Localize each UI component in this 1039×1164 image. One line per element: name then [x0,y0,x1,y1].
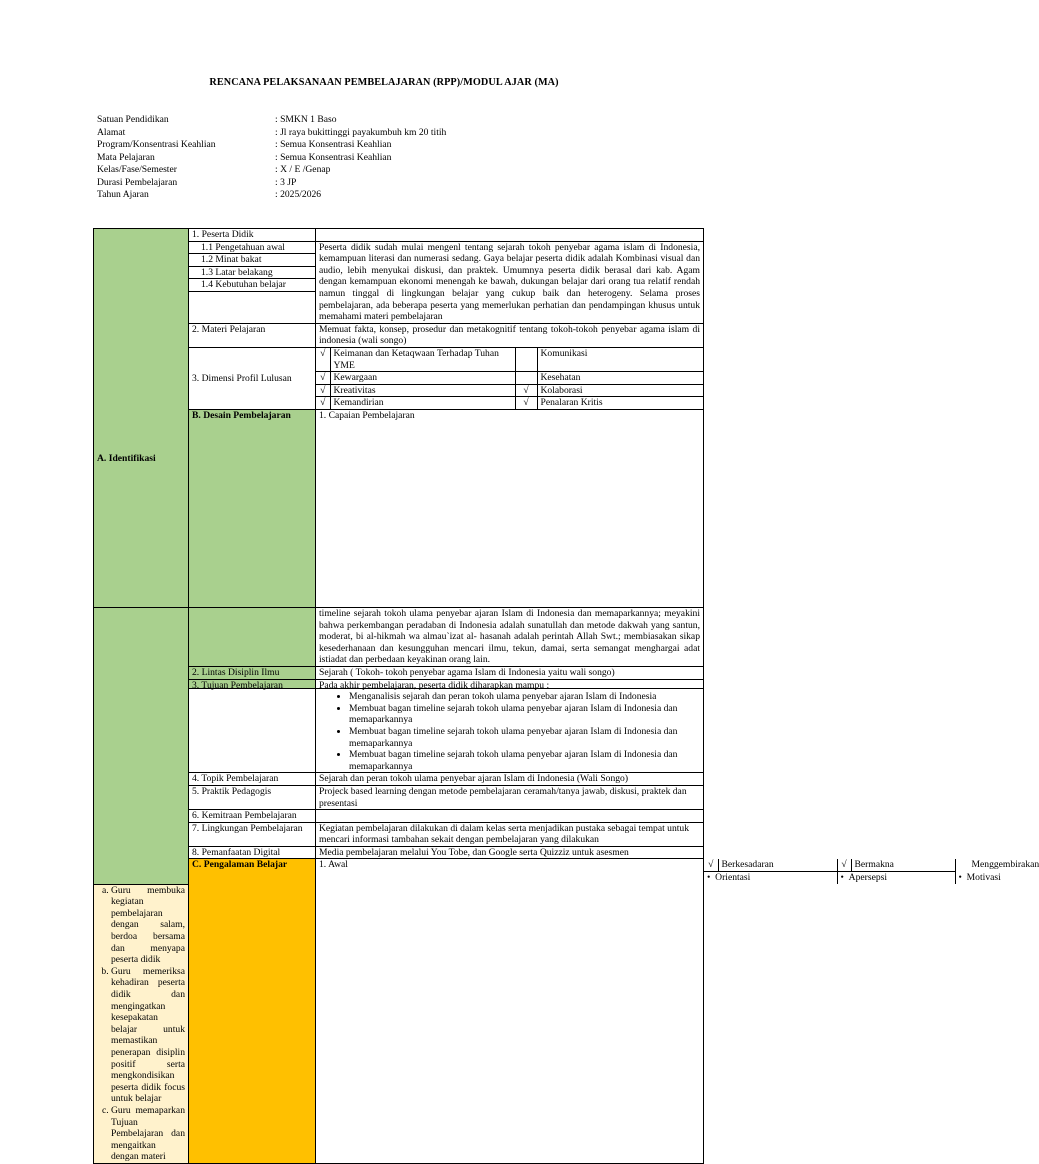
awal-steps [97,885,185,1163]
identity-block [97,114,657,202]
list-item: a. Guru membuka kegiatan pembelajaran dengan salam, berdoa bersama dan menyapa peserta didik [111,885,185,966]
lingkungan-label: 7. Lingkungan Pembelajaran [189,822,316,846]
check-mark: √ [837,859,851,871]
check-mark: √ [316,348,330,372]
sub-latar-belakang: 1.3 Latar belakang [189,267,315,280]
peserta-didik-label: 1. Peserta Didik [189,229,315,242]
prinsip-item: Berkesadaran [718,859,837,871]
info-row [97,177,657,190]
info-key: Kelas/Fase/Semester [97,164,177,175]
peserta-didik-text: Peserta didik sudah mulai mengenl tentang sejarah tokoh penyebar agama islam di Indonesia, kemampuan literasi dan numerasi sedang. Gaya belajar peserta didik adalah Kombinasi visual dan audio, lebih menyukai diskusi, dan praktek. Umumnya peserta didik berasal dari kab. Agam dengan kemampuan ekonomi menengah ke bawah, dukungan belajar dari orang tua relatif rendah namun tinggal di lingkungan belajar yang cukup baik dan heterogeny. Selama proses pembelajaran, ada beberapa peserta yang memerlukan perhatian dan pendampingan khusus untuk memahami materi pembelajaran [319,241,700,323]
list-item: c. Guru memaparkan Tujuan Pembelajaran dan mengaitkan dengan materi [111,1105,185,1163]
dimensi-item: Penalaran Kritis [537,397,703,409]
lintas-label: 2. Lintas Disiplin Ilmu [189,666,316,679]
section-b-label: B. Desain Pembelajaran [189,409,316,688]
info-row [97,127,657,140]
info-key: Durasi Pembelajaran [97,176,178,188]
praktik-text: Projeck based learning dengan metode pembelajaran ceramah/tanya jawab, diskusi, praktek dan presentasi [316,785,704,809]
dimensi-item: Kolaborasi [537,384,703,397]
rpp-table-page2 [93,607,1039,1164]
dimensi-item: Kewargaan [330,372,515,385]
info-value: : SMKN 1 Baso [275,114,337,125]
lingkungan-text: Kegiatan pembelajaran dilakukan di dalam kelas serta menjadikan pustaka sebagai tempat untuk mencari informasi tambahan sekait dengan pembelajaran yang dilakukan [316,822,704,846]
check-mark: √ [316,372,330,385]
capaian-text-part2: timeline sejarah tokoh ulama penyebar ajaran Islam di Indonesia dan memaparkannya; meyakini bahwa perkembangan peradaban di Indonesia adalah sunatullah dan metode dakwah yang santun, moderat, bi al-hikmah wa almau`izat al- hasanah adalah perintah Allah Swt.; membiasakan sikap kesederhanaan dan kesungguhan mencari ilmu, tekun, damai, serta semangat menghargai adat istiadat dan perbedaan keyakinan orang lain. [316,608,704,667]
dimensi-item: Keimanan dan Ketaqwaan Terhadap Tuhan YME [330,348,515,372]
info-key: Program/Konsentrasi Keahlian [97,139,216,150]
sub-kebutuhan-belajar: 1.4 Kebutuhan belajar [189,279,315,292]
dimensi-label: 3. Dimensi Profil Lulusan [189,347,316,409]
prinsip-item: Bermakna [851,859,955,871]
peserta-didik-desc-cell [316,229,704,324]
info-row [97,189,657,202]
section-c-label: C. Pengalaman Belajar [189,859,316,1163]
info-key: Alamat [97,126,126,138]
info-row [97,139,657,152]
topik-text: Sejarah dan peran tokoh ulama penyebar ajaran Islam di Indonesia (Wali Songo) [316,773,704,786]
prinsip-table: √ Berkesadaran √ Bermakna Menggembirakan • Orientasi • Apersepsi • Motivasi [704,859,955,883]
tujuan-label: 3. Tujuan Pembelajaran [189,679,316,773]
check-mark: √ [316,397,330,409]
topik-label: 4. Topik Pembelajaran [189,773,316,786]
list-item: • Membuat bagan timeline sejarah tokoh ulama penyebar ajaran Islam di Indonesia dan memaparkannya [349,703,700,726]
document-title: RENCANA PELAKSANAAN PEMBELAJARAN (RPP)/MODUL AJAR (MA) [209,77,559,88]
tujuan-cell [316,679,704,773]
tujuan-intro: Pada akhir pembelajaran, peserta didik diharapkan mampu : [319,679,550,691]
info-value: : Jl raya bukittinggi payakumbuh km 20 titih [275,126,447,138]
section-a-label: A. Identifikasi [94,229,189,689]
kemitraan-label: 6. Kemitraan Pembelajaran [189,810,316,823]
tahap-item: • Orientasi [704,872,837,884]
sub-minat-bakat: 1.2 Minat bakat [189,254,315,267]
info-value: : 2025/2026 [275,189,322,200]
materi-text: Memuat fakta, konsep, prosedur dan metakognitif tentang tokoh-tokoh penyebar agama islam di indonesia (wali songo) [316,323,704,347]
info-key: Tahun Ajaran [97,189,149,200]
peserta-didik-cell [189,229,316,324]
info-value: : 3 JP [275,176,297,188]
awal-steps-cell [94,884,189,1163]
digital-text: Media pembelajaran melalui You Tobe, dan Google serta Quizziz untuk asesmen [316,846,704,859]
info-row [97,152,657,165]
lintas-text: Sejarah ( Tokoh- tokoh penyebar agama Islam di Indonesia yaitu wali songo) [316,666,704,679]
capaian-label: 1. Capaian Pembelajaran [316,409,704,688]
dimensi-item: Komunikasi [537,348,703,372]
tahap-item: • Apersepsi [837,872,955,884]
materi-label: 2. Materi Pelajaran [189,323,316,347]
digital-label: 8. Pemanfaatan Digital [189,846,316,859]
awal-label: 1. Awal [316,859,704,1163]
info-key: Satuan Pendidikan [97,114,169,125]
info-row [97,114,657,127]
dimensi-item: Kemandirian [330,397,515,409]
praktik-label: 5. Praktik Pedagogis [189,785,316,809]
list-item: • Membuat bagan timeline sejarah tokoh ulama penyebar ajaran Islam di Indonesia dan memaparkannya [349,749,700,772]
info-value: : Semua Konsentrasi Keahlian [275,151,392,163]
info-row [97,164,657,177]
dimensi-item: Kesehatan [537,372,703,385]
list-item: • Membuat bagan timeline sejarah tokoh ulama penyebar ajaran Islam di Indonesia dan memaparkannya [349,726,700,749]
list-item: • Menganalisis sejarah dan peran tokoh ulama penyebar ajaran Islam di Indonesia [349,691,700,703]
info-key: Mata Pelajaran [97,151,155,163]
list-item: b. Guru memeriksa kehadiran peserta didik dan mengingatkan kesepakatan belajar untuk memastikan penerapan disiplin positif serta mengkondisikan peserta didik focus untuk belajar [111,966,185,1105]
sub-pengetahuan-awal: 1.1 Pengetahuan awal [189,242,315,255]
check-mark: √ [704,859,718,871]
dimensi-item: Kreativitas [330,384,515,397]
check-mark: √ [316,384,330,397]
dimensi-table [316,348,703,409]
check-mark: √ [515,384,537,397]
info-value: : Semua Konsentrasi Keahlian [275,139,392,150]
tujuan-list [319,691,700,772]
dimensi-cell [316,347,704,409]
check-mark: √ [515,397,537,409]
info-value: : X / E /Genap [275,164,331,175]
